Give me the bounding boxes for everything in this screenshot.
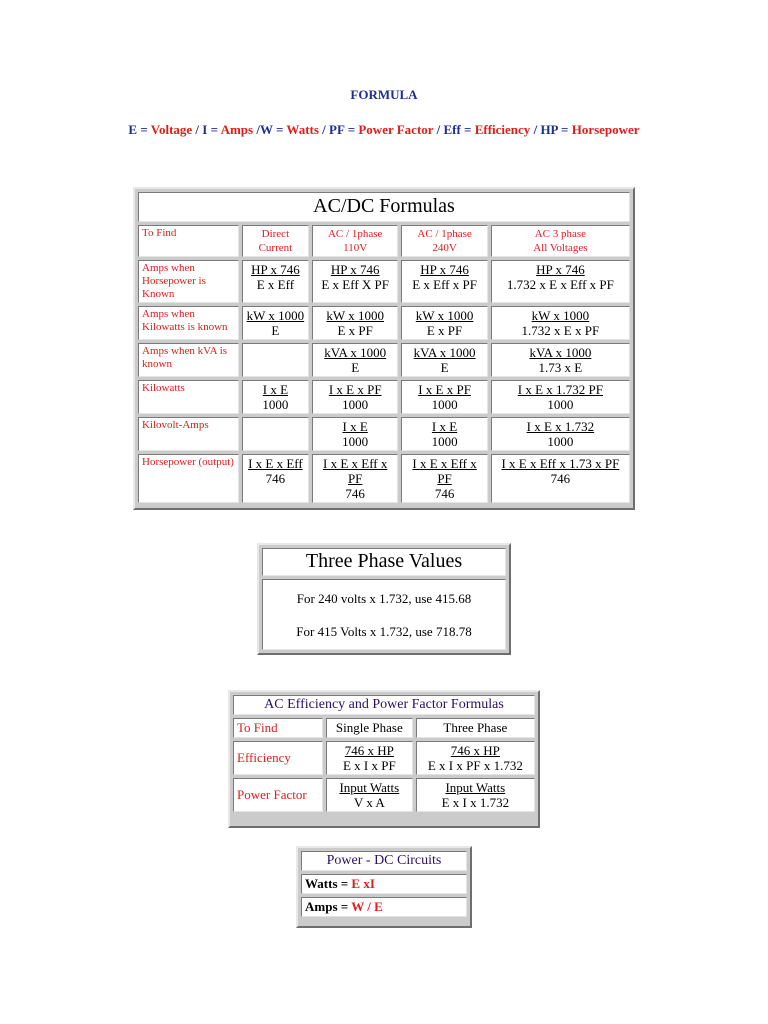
formula-numerator: I x E x Eff x PF — [412, 456, 477, 486]
legend-symbol: HP — [540, 122, 558, 137]
efficiency-formula-cell — [326, 741, 413, 775]
efficiency-row-label: Efficiency — [233, 741, 323, 775]
dc-power-title: Power - DC Circuits — [301, 851, 467, 871]
acdc-formula-cell — [401, 417, 487, 451]
legend-equals: = — [272, 122, 287, 137]
acdc-table-title: AC/DC Formulas — [138, 192, 630, 222]
formula-numerator: HP x 746 — [251, 262, 300, 277]
legend-sep: / — [192, 122, 203, 137]
acdc-formula-cell — [242, 306, 309, 340]
formula-numerator: kW x 1000 — [531, 308, 590, 323]
formula-denominator: 746 — [550, 471, 571, 486]
formula-denominator: 1.732 x E x PF — [521, 323, 600, 338]
formula-denominator: E — [271, 323, 280, 338]
acdc-row-label: Amps when Horsepower is Known — [138, 260, 239, 303]
formula-denominator: E x Eff — [256, 277, 295, 292]
formula-denominator: 1000 — [342, 434, 369, 449]
formula-numerator: I x E x Eff x 1.73 x PF — [501, 456, 620, 471]
acdc-formulas-table — [133, 187, 635, 510]
acdc-formula-cell — [401, 380, 487, 414]
acdc-formula-cell — [242, 343, 309, 377]
efficiency-row — [233, 778, 535, 812]
formula-numerator: kVA x 1000 — [413, 345, 476, 360]
formula-denominator: E — [351, 360, 360, 375]
formula-numerator: kW x 1000 — [326, 308, 384, 323]
efficiency-formula-cell — [416, 741, 535, 775]
acdc-header-cell: AC 3 phase All Voltages — [491, 225, 630, 257]
acdc-formula-cell — [491, 454, 630, 503]
formula-numerator: HP x 746 — [330, 262, 380, 277]
formula-numerator: I x E x 1.732 — [526, 419, 595, 434]
formula-denominator: 1000 — [547, 434, 574, 449]
formula-numerator: 746 x HP — [450, 743, 500, 758]
acdc-row — [138, 306, 630, 340]
formula-denominator: E x Eff x PF — [412, 277, 477, 292]
three-phase-values-table — [257, 543, 511, 655]
legend-symbol: I — [202, 122, 208, 137]
three-phase-line: For 415 Volts x 1.732, use 718.78 — [296, 624, 472, 639]
acdc-row-label: Kilovolt-Amps — [138, 417, 239, 451]
formula-denominator: 1000 — [342, 397, 369, 412]
formula-numerator: kVA x 1000 — [324, 345, 387, 360]
acdc-header-cell: To Find — [138, 225, 239, 257]
legend-sep: / — [253, 122, 260, 137]
dc-power-row: Amps = W / E — [301, 897, 467, 917]
three-phase-line: For 240 volts x 1.732, use 415.68 — [296, 591, 472, 606]
acdc-formula-cell — [401, 306, 487, 340]
acdc-row — [138, 260, 630, 303]
legend-symbol: E — [128, 122, 138, 137]
acdc-formula-cell — [401, 260, 487, 303]
dc-power-value: E xI — [351, 876, 375, 891]
formula-denominator: 1000 — [262, 397, 289, 412]
formula-denominator: 746 — [345, 486, 365, 501]
acdc-formula-cell — [312, 343, 398, 377]
legend-equals: = — [344, 122, 359, 137]
legend-meaning: Power Factor — [358, 122, 434, 137]
formula-denominator: 1000 — [431, 397, 458, 412]
acdc-formula-cell — [312, 306, 398, 340]
acdc-header-row — [138, 225, 630, 257]
legend-equals: = — [207, 122, 221, 137]
efficiency-header-cell: To Find — [233, 718, 323, 738]
legend-equals: = — [137, 122, 151, 137]
acdc-row-label: Amps when Kilowatts is known — [138, 306, 239, 340]
formula-denominator: E x Eff X PF — [321, 277, 389, 292]
acdc-formula-cell — [312, 380, 398, 414]
legend-equals: = — [557, 122, 572, 137]
acdc-formula-cell — [312, 417, 398, 451]
efficiency-header-cell: Single Phase — [326, 718, 413, 738]
formula-denominator: 1.732 x E x Eff x PF — [506, 277, 614, 292]
acdc-formula-cell — [242, 380, 309, 414]
formula-numerator: kVA x 1000 — [529, 345, 592, 360]
formula-numerator: I x E x Eff x PF — [322, 456, 388, 486]
three-phase-body — [262, 579, 506, 650]
formula-numerator: HP x 746 — [536, 262, 585, 277]
legend-meaning: Voltage — [150, 122, 193, 137]
acdc-formula-cell — [242, 417, 309, 451]
acdc-row — [138, 380, 630, 414]
legend-equals: = — [460, 122, 475, 137]
legend-sep: / — [433, 122, 444, 137]
page-title: FORMULA — [350, 87, 418, 102]
formula-denominator: 746 — [265, 471, 286, 486]
formula-denominator: V x A — [353, 795, 385, 810]
legend-sep: / — [530, 122, 541, 137]
legend-symbol: PF — [329, 122, 345, 137]
formula-denominator: 1000 — [431, 434, 458, 449]
dc-power-value: W / E — [351, 899, 383, 914]
formula-numerator: I x E x 1.732 PF — [517, 382, 603, 397]
efficiency-pf-table — [228, 690, 540, 828]
formula-numerator: HP x 746 — [420, 262, 469, 277]
three-phase-title: Three Phase Values — [262, 548, 506, 576]
formula-numerator: 746 x HP — [344, 743, 394, 758]
formula-numerator: I x E x Eff — [248, 456, 303, 471]
formula-numerator: I x E — [431, 419, 458, 434]
acdc-row-label: Amps when kVA is known — [138, 343, 239, 377]
acdc-formula-cell — [242, 454, 309, 503]
acdc-row-label: Kilowatts — [138, 380, 239, 414]
formula-numerator: I x E — [262, 382, 289, 397]
acdc-formula-cell — [491, 380, 630, 414]
efficiency-table-title: AC Efficiency and Power Factor Formulas — [233, 695, 535, 715]
dc-power-table — [296, 846, 472, 928]
acdc-row — [138, 417, 630, 451]
legend-symbol: Eff — [443, 122, 461, 137]
legend-meaning: Watts — [286, 122, 319, 137]
formula-denominator: E x I x 1.732 — [441, 795, 510, 810]
dc-power-key: Amps — [305, 899, 338, 914]
dc-power-row: Watts = E xI — [301, 874, 467, 894]
formula-denominator: E — [440, 360, 449, 375]
acdc-formula-cell — [401, 343, 487, 377]
symbol-legend — [110, 121, 658, 138]
formula-denominator: 1000 — [547, 397, 574, 412]
efficiency-row — [233, 741, 535, 775]
formula-numerator: I x E x PF — [418, 382, 471, 397]
acdc-formula-cell — [312, 260, 398, 303]
acdc-row — [138, 343, 630, 377]
legend-symbol: W — [259, 122, 273, 137]
acdc-header-cell: Direct Current — [242, 225, 309, 257]
formula-numerator: Input Watts — [445, 780, 506, 795]
acdc-formula-cell — [242, 260, 309, 303]
dc-power-key: Watts — [305, 876, 338, 891]
formula-denominator: E x I x PF — [342, 758, 396, 773]
formula-numerator: kW x 1000 — [246, 308, 305, 323]
acdc-row-label: Horsepower (output) — [138, 454, 239, 503]
formula-numerator: Input Watts — [339, 780, 400, 795]
efficiency-formula-cell — [416, 778, 535, 812]
acdc-formula-cell — [491, 417, 630, 451]
formula-numerator: I x E — [342, 419, 368, 434]
acdc-header-cell: AC / 1phase 110V — [312, 225, 398, 257]
acdc-formula-cell — [491, 343, 630, 377]
acdc-header-cell: AC / 1phase 240V — [401, 225, 487, 257]
legend-meaning: Efficiency — [474, 122, 531, 137]
formula-denominator: 1.73 x E — [538, 360, 583, 375]
formula-denominator: E x PF — [426, 323, 463, 338]
acdc-formula-cell — [491, 306, 630, 340]
acdc-formula-cell — [491, 260, 630, 303]
formula-numerator: I x E x PF — [328, 382, 382, 397]
acdc-formula-cell — [401, 454, 487, 503]
acdc-row — [138, 454, 630, 503]
legend-sep: / — [318, 122, 330, 137]
acdc-formula-cell — [312, 454, 398, 503]
formula-denominator: E x I x PF x 1.732 — [427, 758, 523, 773]
legend-meaning: Horsepower — [571, 122, 640, 137]
formula-denominator: 746 — [434, 486, 455, 501]
legend-meaning: Amps — [220, 122, 254, 137]
efficiency-formula-cell — [326, 778, 413, 812]
efficiency-header-cell: Three Phase — [416, 718, 535, 738]
formula-numerator: kW x 1000 — [415, 308, 474, 323]
formula-denominator: E x PF — [337, 323, 373, 338]
efficiency-row-label: Power Factor — [233, 778, 323, 812]
